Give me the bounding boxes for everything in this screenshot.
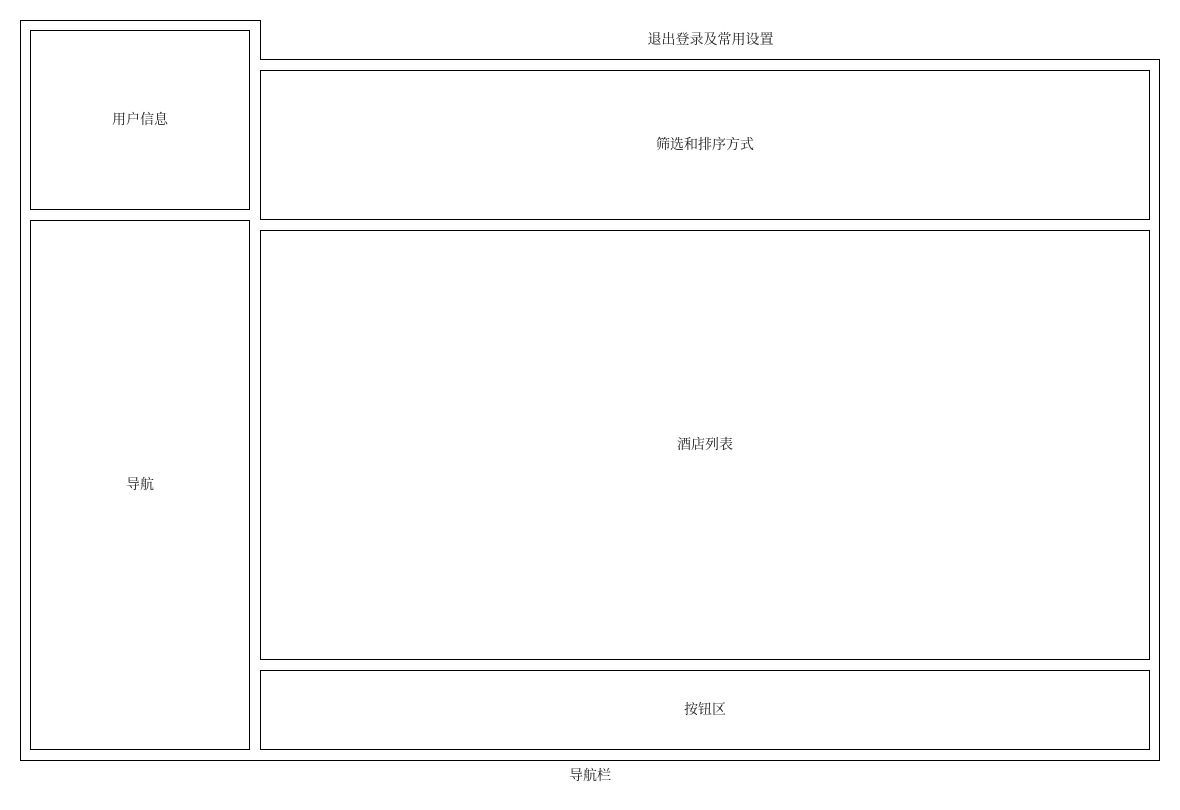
filter-sort-panel[interactable]: [260, 70, 1150, 220]
navigation-label: 导航: [126, 477, 154, 493]
bottom-navigation-bar[interactable]: [20, 760, 1160, 791]
button-area-label: 按钮区: [684, 702, 726, 718]
header-settings-bar[interactable]: [260, 20, 1160, 60]
bottom-navigation-label: 导航栏: [569, 768, 611, 784]
button-area-panel[interactable]: [260, 670, 1150, 750]
hotel-list-panel[interactable]: [260, 230, 1150, 660]
hotel-list-label: 酒店列表: [677, 437, 733, 453]
user-info-panel: [30, 30, 250, 210]
header-settings-label: 退出登录及常用设置: [647, 31, 774, 48]
navigation-panel[interactable]: [30, 220, 250, 750]
user-info-label: 用户信息: [112, 112, 168, 128]
header-divider: [260, 20, 261, 60]
filter-sort-label: 筛选和排序方式: [656, 137, 754, 153]
